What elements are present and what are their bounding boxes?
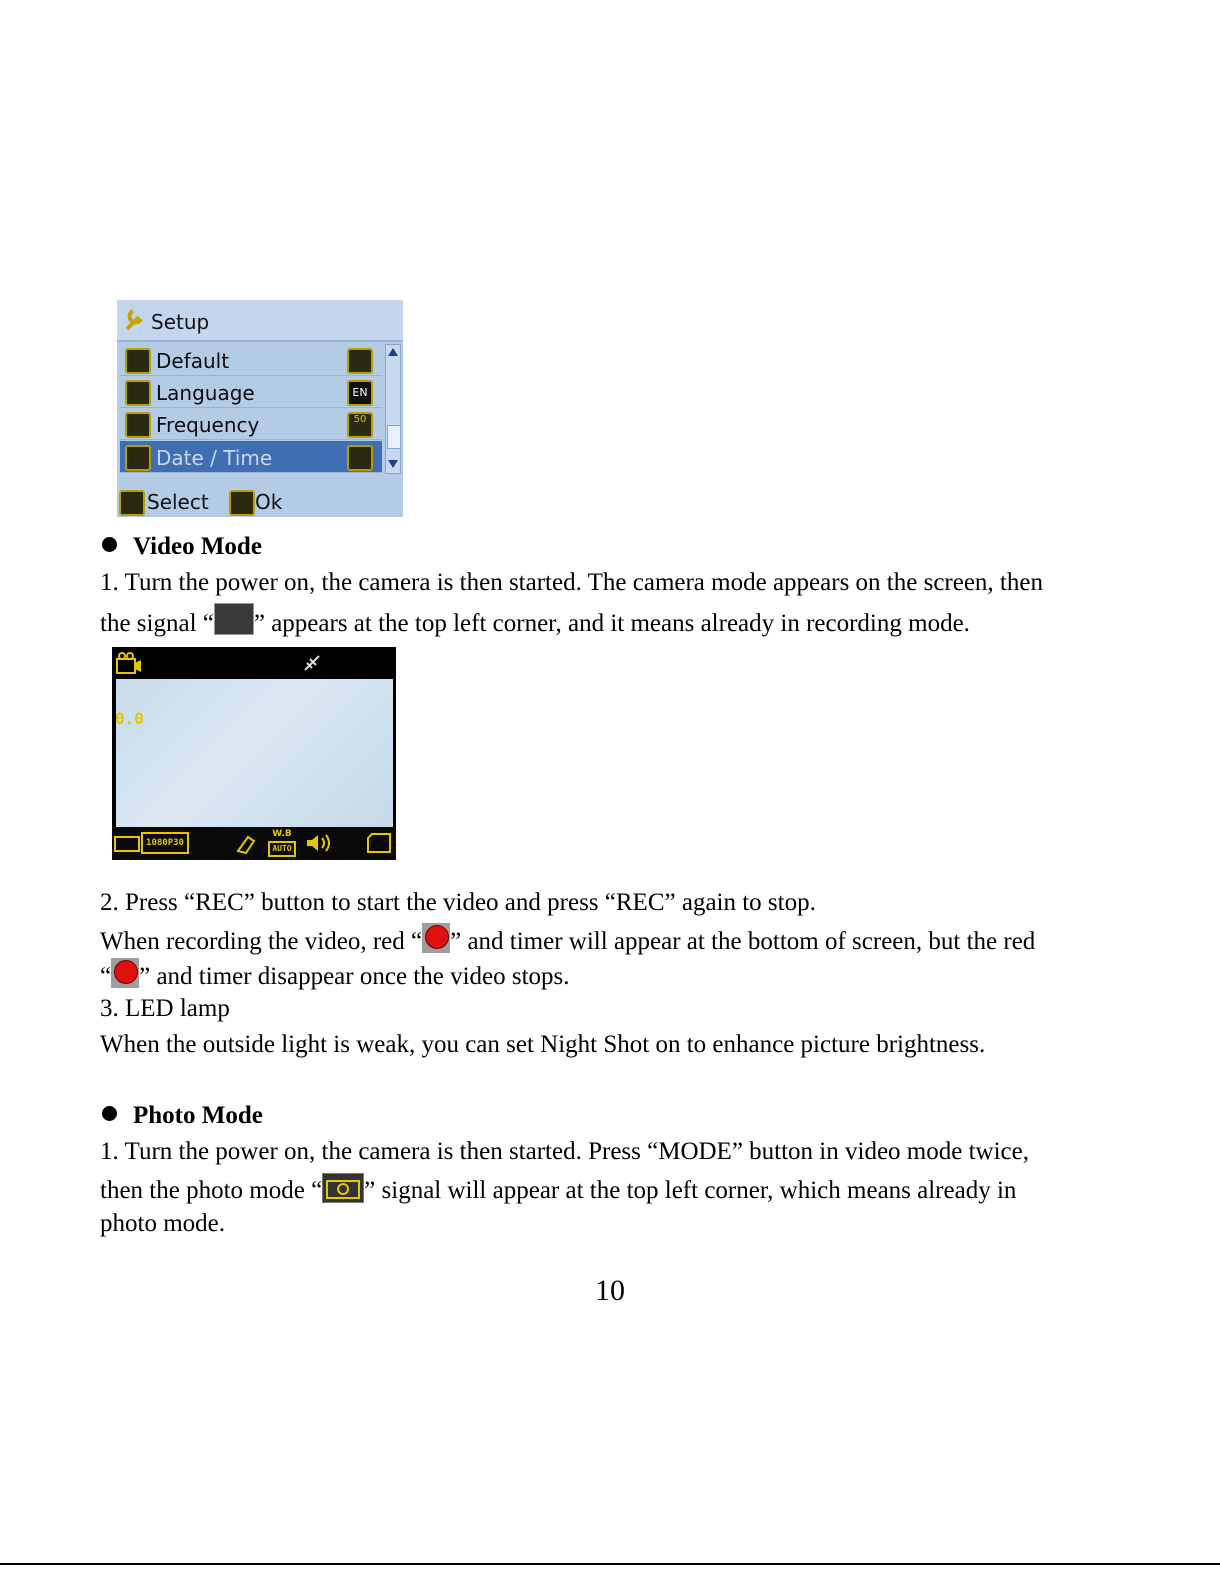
photo-camera-icon bbox=[322, 1173, 364, 1203]
footer-ok-label: Ok bbox=[255, 490, 283, 514]
video-p4 bbox=[100, 958, 570, 992]
video-p5: 3. LED lamp bbox=[100, 995, 230, 1022]
setup-menu-screenshot bbox=[117, 300, 403, 517]
setup-item-label: Frequency bbox=[156, 413, 260, 437]
scroll-down-icon bbox=[387, 459, 399, 469]
record-dot-icon bbox=[111, 958, 139, 988]
recording-counter: 0.0 bbox=[115, 709, 144, 728]
setup-titlebar bbox=[117, 300, 403, 342]
wrench-icon bbox=[123, 307, 149, 333]
frequency-value: 50 bbox=[347, 412, 373, 438]
text-fragment: ” signal will appear at the top left corner, which means already in bbox=[364, 1177, 1017, 1204]
scroll-thumb bbox=[387, 425, 401, 449]
video-mode-heading-text: Video Mode bbox=[133, 533, 262, 560]
setup-scrollbar bbox=[385, 344, 401, 474]
text-fragment: ” and timer disappear once the video stops. bbox=[139, 963, 570, 990]
video-p2: 2. Press “REC” button to start the video and press “REC” again to stop. bbox=[100, 889, 816, 916]
default-icon bbox=[125, 348, 151, 374]
text-fragment: When recording the video, red “ bbox=[100, 928, 423, 955]
video-camera-icon bbox=[115, 651, 143, 675]
text-fragment: ” and timer will appear at the bottom of screen, but the red bbox=[450, 928, 1036, 955]
setup-item-default bbox=[120, 344, 382, 376]
battery-icon bbox=[114, 836, 140, 852]
speech-bubble-icon bbox=[125, 380, 151, 406]
setup-item-language bbox=[120, 376, 382, 408]
text-fragment: the signal “ bbox=[100, 610, 214, 637]
page-number: 10 bbox=[595, 1274, 625, 1307]
bullet-icon bbox=[102, 537, 117, 552]
default-value-icon bbox=[347, 348, 373, 374]
bullet-icon bbox=[102, 1106, 117, 1121]
bottom-rule bbox=[0, 1563, 1220, 1565]
white-balance-label: W.B bbox=[272, 829, 292, 839]
speaker-icon bbox=[305, 833, 335, 853]
text-fragment: then the photo mode “ bbox=[100, 1177, 323, 1204]
setup-item-label: Language bbox=[156, 381, 255, 405]
camera-viewfinder bbox=[116, 679, 393, 827]
video-p3 bbox=[100, 923, 1035, 957]
select-arrows-icon bbox=[119, 490, 145, 516]
satellite-icon bbox=[302, 653, 322, 673]
ok-return-icon bbox=[229, 490, 255, 516]
clock-value-icon bbox=[347, 445, 373, 471]
video-p1-line2 bbox=[100, 603, 970, 639]
photo-p1-line1: 1. Turn the power on, the camera is then started. Press “MODE” button in video mode twice, bbox=[100, 1138, 1029, 1165]
video-mode-screenshot bbox=[112, 647, 396, 860]
setup-item-date-time bbox=[120, 441, 382, 473]
resolution-badge: 1080P30 bbox=[141, 832, 189, 854]
setup-item-label: Date / Time bbox=[156, 446, 273, 470]
video-mode-heading bbox=[102, 533, 262, 561]
photo-p1-line3: photo mode. bbox=[100, 1210, 225, 1237]
setup-footer bbox=[117, 488, 403, 517]
video-p6: When the outside light is weak, you can set Night Shot on to enhance picture brightness. bbox=[100, 1031, 986, 1058]
video-camera-icon bbox=[214, 603, 254, 635]
photo-p1-line2 bbox=[100, 1173, 1016, 1206]
scroll-up-icon bbox=[387, 347, 399, 357]
setup-item-frequency bbox=[120, 408, 382, 440]
photo-mode-heading-text: Photo Mode bbox=[133, 1102, 263, 1129]
sd-card-icon bbox=[366, 832, 392, 854]
record-dot-icon bbox=[422, 923, 450, 953]
text-fragment: ” appears at the top left corner, and it means already in recording mode. bbox=[253, 610, 970, 637]
text-fragment: “ bbox=[100, 963, 112, 990]
status-bar bbox=[112, 827, 396, 860]
clock-icon bbox=[125, 445, 151, 471]
setup-item-label: Default bbox=[156, 349, 230, 373]
language-value: EN bbox=[347, 380, 373, 406]
night-shot-icon bbox=[236, 831, 262, 855]
photo-mode-heading bbox=[102, 1102, 263, 1130]
setup-title: Setup bbox=[151, 310, 210, 334]
white-balance-value: AUTO bbox=[268, 841, 296, 857]
hz-icon bbox=[125, 412, 151, 438]
footer-select-label: Select bbox=[147, 490, 209, 514]
video-p1-line1: 1. Turn the power on, the camera is then started. The camera mode appears on the screen, then bbox=[100, 569, 1043, 596]
